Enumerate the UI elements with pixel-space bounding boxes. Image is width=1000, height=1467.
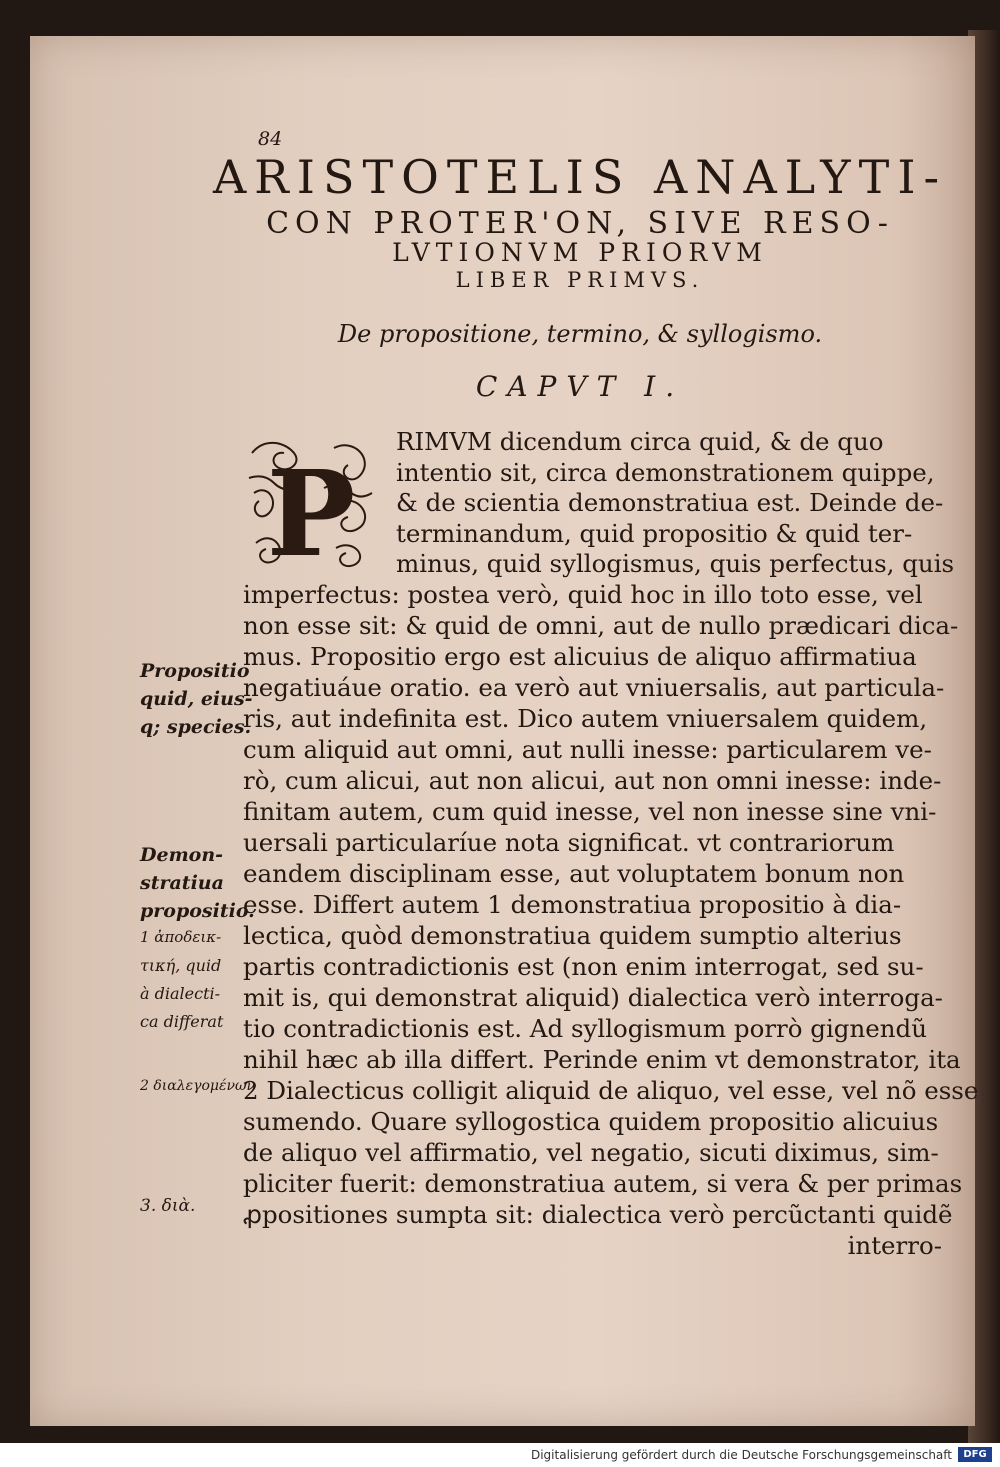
body-line: esse. Differt autem 1 demonstratiua propositio à dia- xyxy=(243,890,902,919)
title-line-4: LIBER PRIMVS. xyxy=(455,268,705,292)
body-line: pliciter fuerit: demonstratiua autem, si vera & per primas xyxy=(243,1169,963,1198)
body-line: mus. Propositio ergo est alicuius de aliquo affirmatiua xyxy=(243,642,917,671)
margin-note: quid, eius- xyxy=(140,688,253,710)
body-line: intentio sit, circa demonstrationem quippe, xyxy=(396,458,935,487)
body-line: negatiuáue oratio. ea verò aut vniuersalis, aut particula- xyxy=(243,673,945,702)
margin-note: τική, quid xyxy=(140,956,222,975)
body-line: de aliquo vel affirmatio, vel negatio, sicuti diximus, sim- xyxy=(243,1138,939,1167)
margin-note: 1 ἀποδεικ- xyxy=(140,928,222,946)
decorated-initial-icon xyxy=(244,433,378,573)
margin-note: 2 διαλεγομένων xyxy=(140,1078,255,1094)
body-line: ꝓpositiones sumpta sit: dialectica verò percũctanti quidẽ xyxy=(243,1200,953,1229)
body-line: minus, quid syllogismus, quis perfectus, quis xyxy=(396,549,955,578)
page-number: 84 xyxy=(258,128,283,150)
section-subtitle: De propositione, termino, & syllogismo. xyxy=(337,320,823,348)
body-line: rò, cum alicui, aut non alicui, aut non omni inesse: inde- xyxy=(243,766,942,795)
body-line: terminandum, quid propositio & quid ter- xyxy=(396,519,913,548)
margin-note: Demon- xyxy=(140,844,224,866)
body-line: uersali particularíue nota significat. vt contrariorum xyxy=(243,828,895,857)
footer-bar xyxy=(0,1443,1000,1467)
body-line: partis contradictionis est (non enim interrogat, sed su- xyxy=(243,952,924,981)
margin-note: stratiua xyxy=(140,872,224,894)
body-line: mit is, qui demonstrat aliquid) dialectica verò interroga- xyxy=(243,983,943,1012)
title-line-2: CON PROTER'ON, SIVE RESO- xyxy=(266,206,894,241)
body-line: imperfectus: postea verò, quid hoc in illo toto esse, vel xyxy=(243,580,923,609)
dfg-logo-icon: DFG xyxy=(958,1447,992,1462)
margin-note: ca differat xyxy=(140,1012,224,1031)
margin-note: à dialecti- xyxy=(140,984,221,1003)
margin-note: Propositio xyxy=(140,660,250,682)
chapter-heading: CAPVT I. xyxy=(475,370,685,403)
body-line: cum aliquid aut omni, aut nulli inesse: particularem ve- xyxy=(243,735,932,764)
body-line: 2 Dialecticus colligit aliquid de aliquo, vel esse, vel nõ esse xyxy=(243,1076,979,1105)
svg-text:P: P xyxy=(266,444,356,573)
body-line: lectica, quòd demonstratiua quidem sumptio alterius xyxy=(243,921,902,950)
body-line: finitam autem, cum quid inesse, vel non inesse sine vni- xyxy=(243,797,937,826)
body-line: ris, aut indefinita est. Dico autem vniuersalem quidem, xyxy=(243,704,928,733)
body-line: sumendo. Quare syllogostica quidem propositio alicuius xyxy=(243,1107,939,1136)
title-line-1: ARISTOTELIS ANALYTI- xyxy=(212,150,948,204)
body-line: nihil hæc ab illa differt. Perinde enim vt demonstrator, ita xyxy=(243,1045,961,1074)
body-line: & de scientia demonstratiua est. Deinde de- xyxy=(396,488,944,517)
body-line: non esse sit: & quid de omni, aut de nullo prædicari dica- xyxy=(243,611,959,640)
margin-note: q; species. xyxy=(140,716,252,738)
catchword: interro- xyxy=(847,1231,942,1260)
body-line: tio contradictionis est. Ad syllogismum porrò gignendũ xyxy=(243,1014,928,1043)
margin-note: propositio. xyxy=(140,900,255,922)
title-line-3: LVTIONVM PRIORVM xyxy=(392,238,768,267)
margin-note: 3. διὰ. xyxy=(140,1196,196,1216)
body-line: eandem disciplinam esse, aut voluptatem bonum non xyxy=(243,859,905,888)
funding-credit: Digitalisierung gefördert durch die Deutsche Forschungsgemeinschaft xyxy=(530,1448,952,1462)
body-line: RIMVM dicendum circa quid, & de quo xyxy=(396,427,884,456)
